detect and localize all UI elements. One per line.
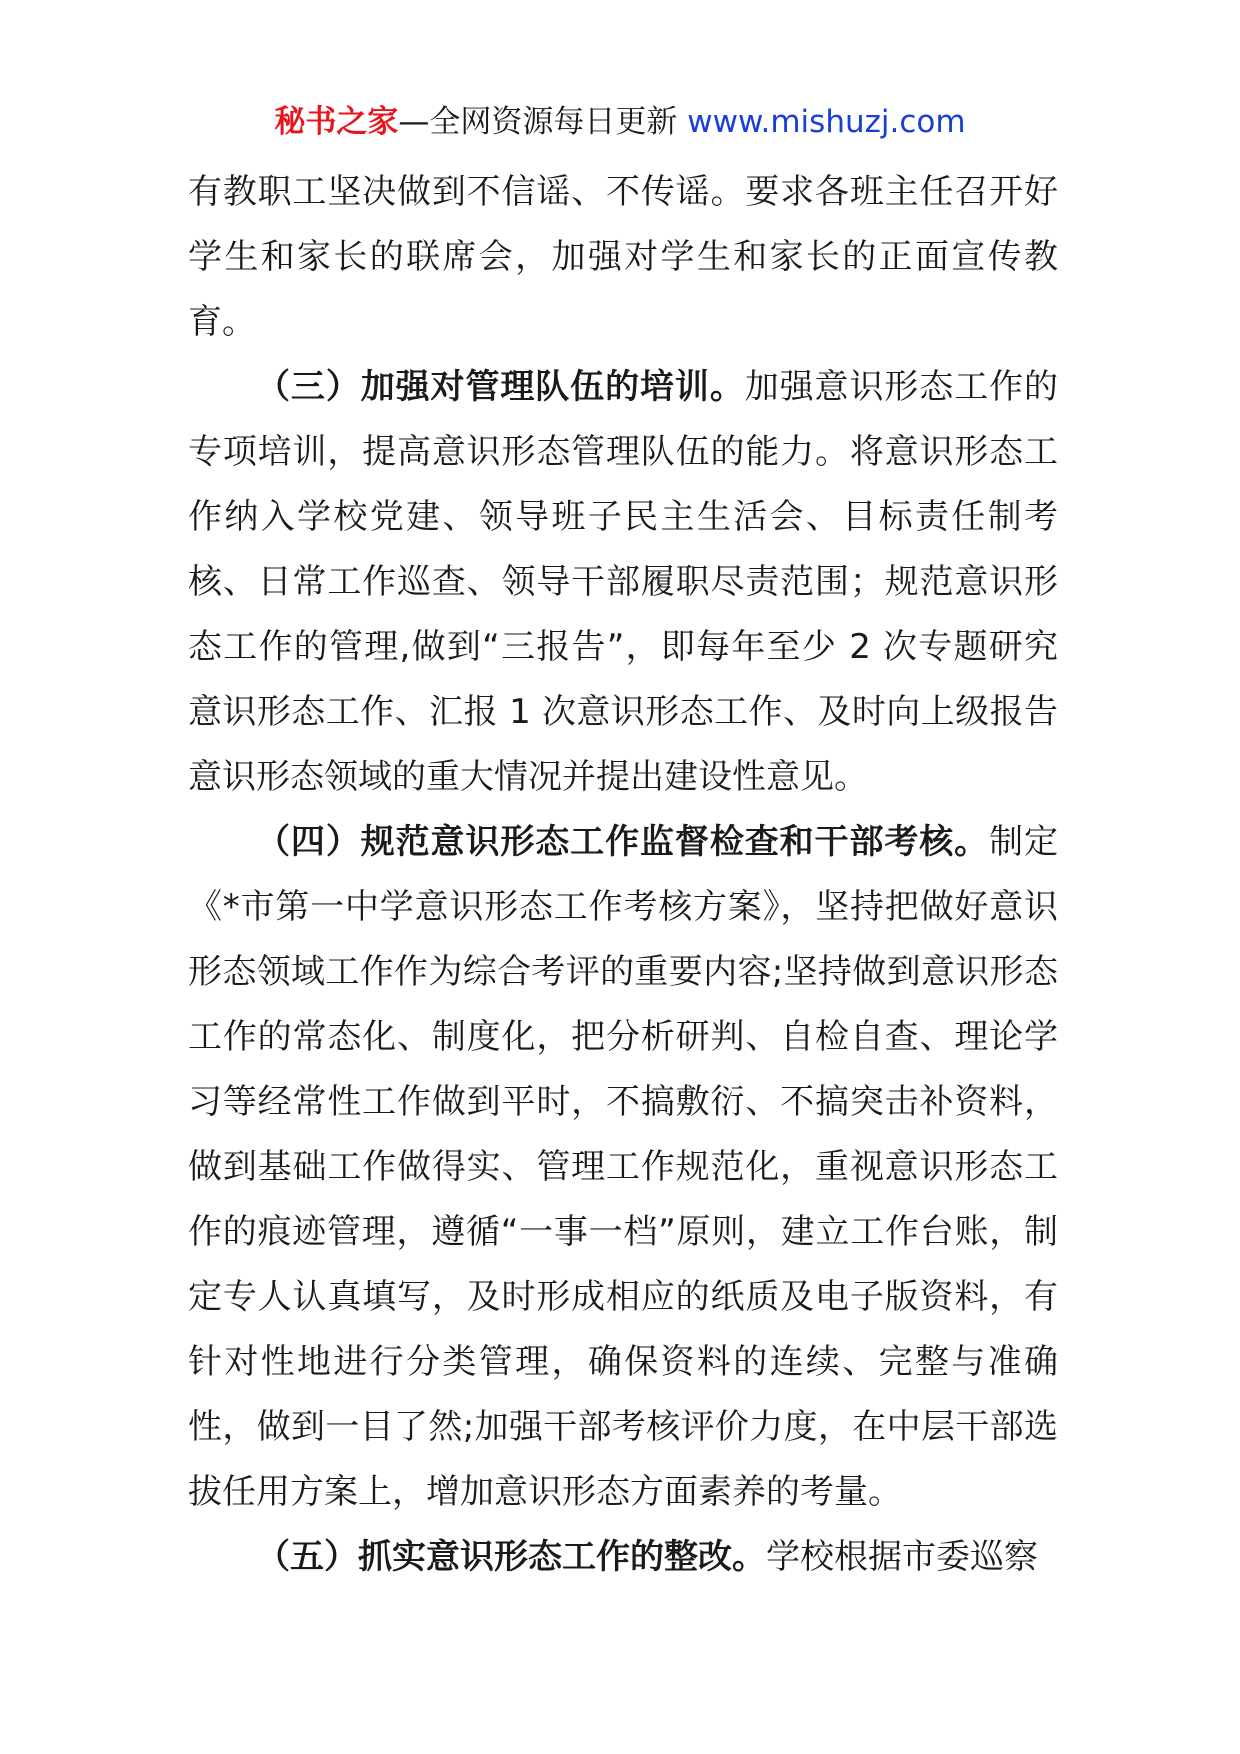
- section-heading: （五）抓实意识形态工作的整改。: [256, 1537, 766, 1577]
- site-header: [0, 100, 1240, 144]
- paragraph-section-5: [188, 1525, 1058, 1590]
- section-heading: （三）加强对管理队伍的培训。: [256, 367, 745, 407]
- paragraph-continuation: [188, 160, 1058, 355]
- site-url-link[interactable]: www.mishuzj.com: [687, 104, 966, 140]
- paragraph-section-4: [188, 810, 1058, 1525]
- paragraph-text: 制定《*市第一中学意识形态工作考核方案》，坚持把做好意识形态领域工作作为综合考评的重要内容;坚持做到意识形态工作的常态化、制度化，把分析研判、自检自查、理论学习等经常性工作做到平时，不搞敷衍、不搞突击补资料，做到基础工作做得实、管理工作规范化，重视意识形态工作的痕迹管理，遵循“一事一档”原则，建立工作台账，制定专人认真填写，及时形成相应的纸质及电子版资料，有针对性地进行分类管理，确保资料的连续、完整与准确性，做到一目了然;加强干部考核评价力度，在中层干部选拔任用方案上，增加意识形态方面素养的考量。: [188, 822, 1059, 1512]
- paragraph-text: 学校根据市委巡察: [766, 1537, 1038, 1577]
- paragraph-text: 加强意识形态工作的专项培训，提高意识形态管理队伍的能力。将意识形态工作纳入学校党建、领导班子民主生活会、目标责任制考核、日常工作巡查、领导干部履职尽责范围；规范意识形态工作的管理,做到“三报告”，即每年至少 2 次专题研究意识形态工作、汇报 1 次意识形态工作、及时向上级报告意识形态领域的重大情况并提出建设性意见。: [188, 367, 1059, 797]
- brand-name: 秘书之家: [274, 104, 399, 140]
- paragraph-section-3: [188, 355, 1058, 810]
- section-heading: （四）规范意识形态工作监督检查和干部考核。: [256, 822, 990, 862]
- paragraph-text: 有教职工坚决做到不信谣、不传谣。要求各班主任召开好学生和家长的联席会，加强对学生和家长的正面宣传教育。: [188, 172, 1058, 342]
- document-body: [188, 160, 1058, 1590]
- header-tagline: —全网资源每日更新: [398, 104, 688, 140]
